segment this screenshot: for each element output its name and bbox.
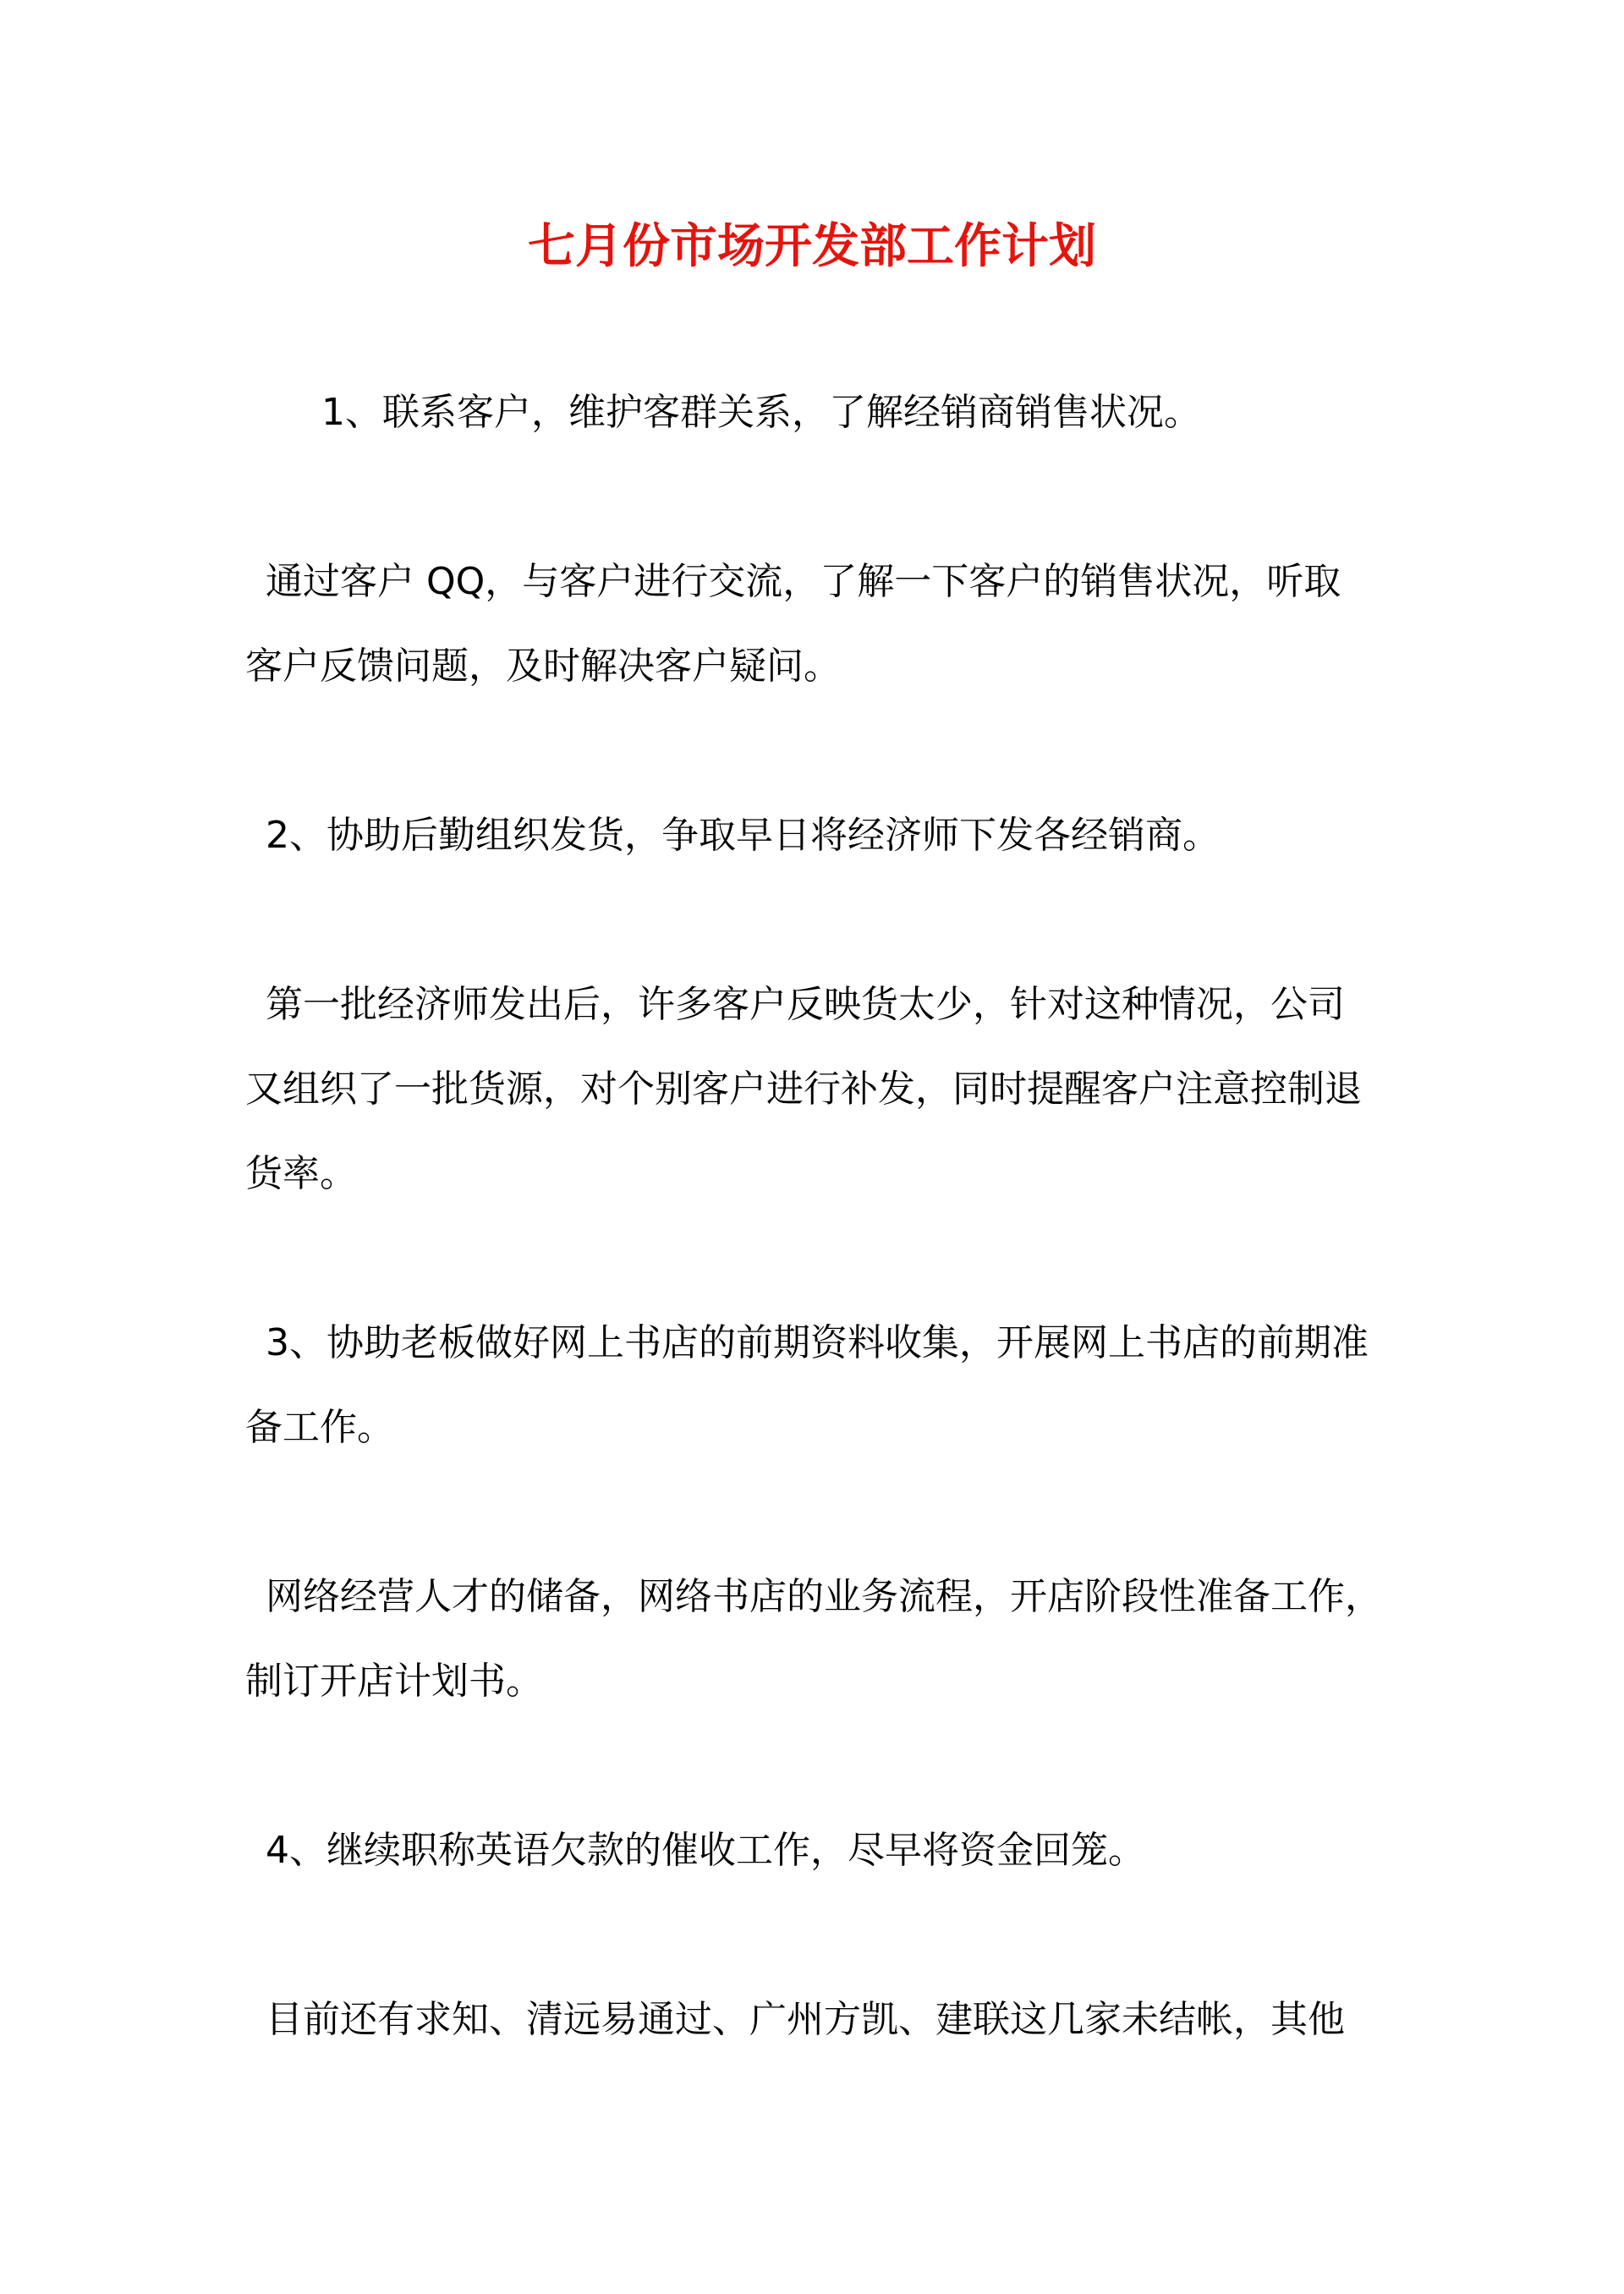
paragraph-8: [245, 1978, 1383, 2062]
paragraph-line: 客户反馈问题，及时解决客户疑问。: [245, 645, 841, 688]
paragraph-6: [245, 1555, 1383, 1724]
paragraph-line: 货率。: [245, 1152, 357, 1195]
paragraph-line: 通过客户 QQ，与客户进行交流，了解一下客户的销售状况，听取: [266, 560, 1341, 603]
paragraph-line: 1、联系客户，维护客群关系，了解经销商销售状况。: [321, 391, 1201, 434]
paragraph-7: [245, 1808, 1383, 1893]
page-title: 七月份市场开发部工作计划: [528, 219, 1096, 274]
paragraph-line: 第一批经济师发出后，许多客户反映货太少，针对这种情况，公司: [266, 983, 1345, 1026]
paragraph-line: 4、继续职称英语欠款的催收工作，尽早将资金回笼。: [266, 1829, 1145, 1872]
paragraph-line: 3、协助老板做好网上书店的前期资料收集，开展网上书店的前期准: [266, 1321, 1369, 1364]
paragraph-line: 网络经营人才的储备，网络书店的业务流程，开店阶段性准备工作，: [266, 1575, 1382, 1618]
paragraph-1: [245, 370, 1383, 455]
paragraph-3: [245, 793, 1383, 878]
paragraph-4: [245, 963, 1383, 1216]
paragraph-line: 又组织了一批货源，对个别客户进行补发，同时提醒客户注意控制退: [245, 1067, 1362, 1111]
paragraph-line: 备工作。: [245, 1406, 394, 1449]
paragraph-5: [245, 1301, 1383, 1470]
paragraph-2: [245, 540, 1383, 709]
paragraph-line: 制订开店计划书。: [245, 1660, 543, 1703]
paragraph-line: 2、协助后勤组织发货，争取早日将经济师下发各经销商。: [266, 814, 1220, 857]
paragraph-line: 目前还有求知、清远易通过、广州方凯、建联这几家未结帐，其他: [266, 1998, 1345, 2041]
